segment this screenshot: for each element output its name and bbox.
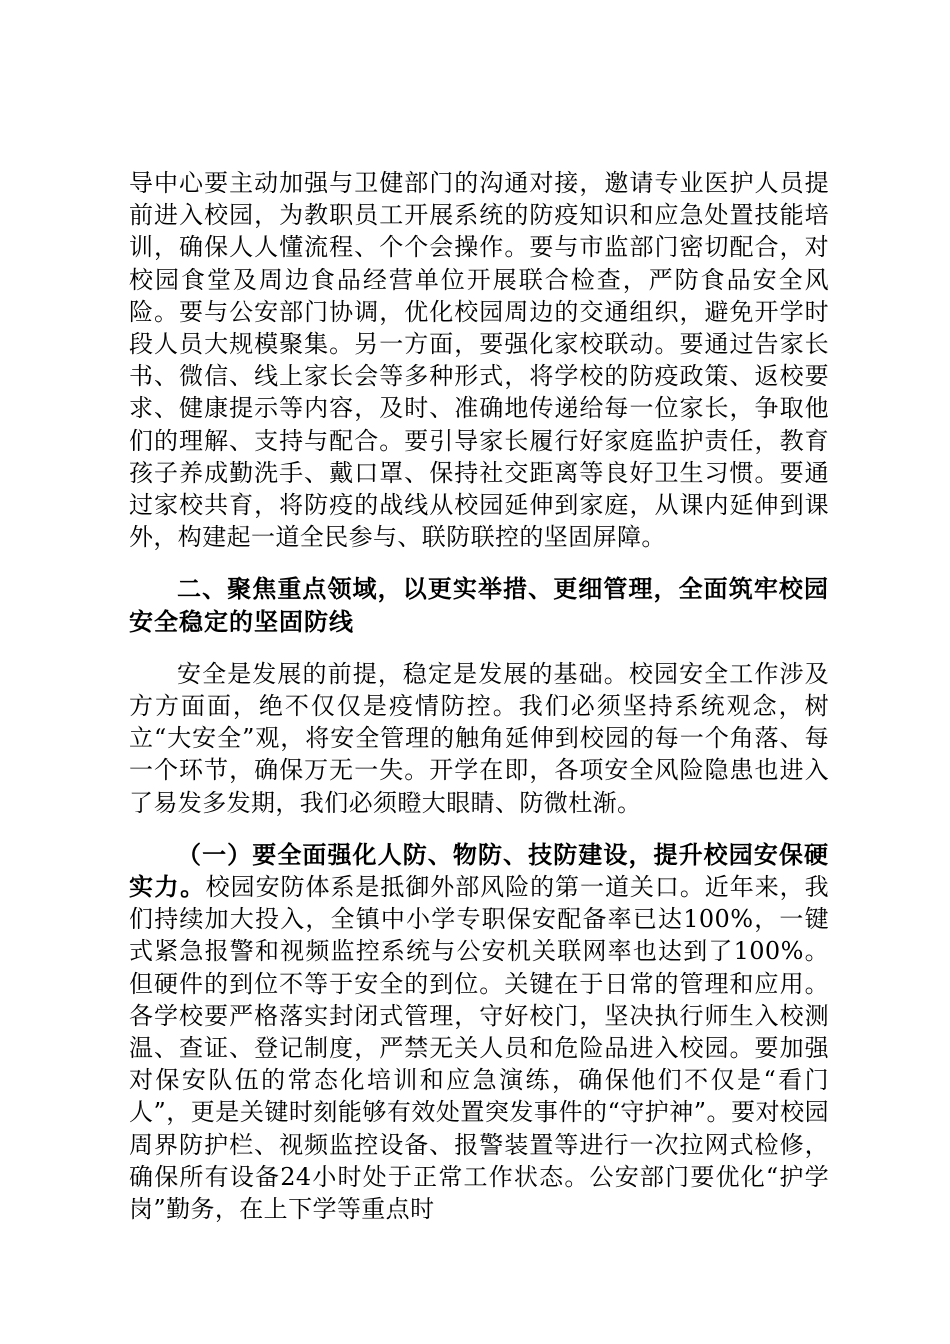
section-heading: 二、聚焦重点领域，以更实举措、更细管理，全面筑牢校园安全稳定的坚固防线 [129,575,829,636]
subsection-heading: （一）要全面强化人防、物防、技防建设，提升校园安保硬实力。 [129,840,829,902]
document-page [129,167,829,1225]
subsection-text: 校园安防体系是抵御外部风险的第一道关口。近年来，我们持续加大投入，全镇中小学专职保安配备率已达100%，一键式紧急报警和视频监控系统与公安机关联网率也达到了100%。但硬件的到位不等于安全的到位。关键在于日常的管理和应用。各学校要严格落实封闭式管理，守好校门，坚决执行师生入校测温、查证、登记制度，严禁无关人员和危险品进入校园。要加强对保安队伍的常态化培训和应急演练，确保他们不仅是“看门人”，更是关键时刻能够有效处置突发事件的“守护神”。要对校园周界防护栏、视频监控设备、报警装置等进行一次拉网式检修，确保所有设备24小时处于正常工作状态。公安部门要优化“护学岗”勤务，在上下学等重点时 [129,873,830,1224]
body-paragraph-continued: 导中心要主动加强与卫健部门的沟通对接，邀请专业医护人员提前进入校园，为教职员工开展系统的防疫知识和应急处置技能培训，确保人人懂流程、个个会操作。要与市监部门密切配合，对校园食堂及周边食品经营单位开展联合检查，严防食品安全风险。要与公安部门协调，优化校园周边的交通组织，避免开学时段人员大规模聚集。另一方面，要强化家校联动。要通过告家长书、微信、线上家长会等多种形式，将学校的防疫政策、返校要求、健康提示等内容，及时、准确地传递给每一位家长，争取他们的理解、支持与配合。要引导家长履行好家庭监护责任，教育孩子养成勤洗手、戴口罩、保持社交距离等良好卫生习惯。要通过家校共育，将防疫的战线从校园延伸到家庭，从课内延伸到课外，构建起一道全民参与、联防联控的坚固屏障。 [129,169,829,552]
body-paragraph-subsection [129,839,829,1225]
body-paragraph-intro: 安全是发展的前提，稳定是发展的基础。校园安全工作涉及方方面面，绝不仅仅是疫情防控。我们必须坚持系统观念，树立“大安全”观，将安全管理的触角延伸到校园的每一个角落、每一个环节，确保万无一失。开学在即，各项安全风险隐患也进入了易发多发期，我们必须瞪大眼睛、防微杜渐。 [129,659,829,817]
